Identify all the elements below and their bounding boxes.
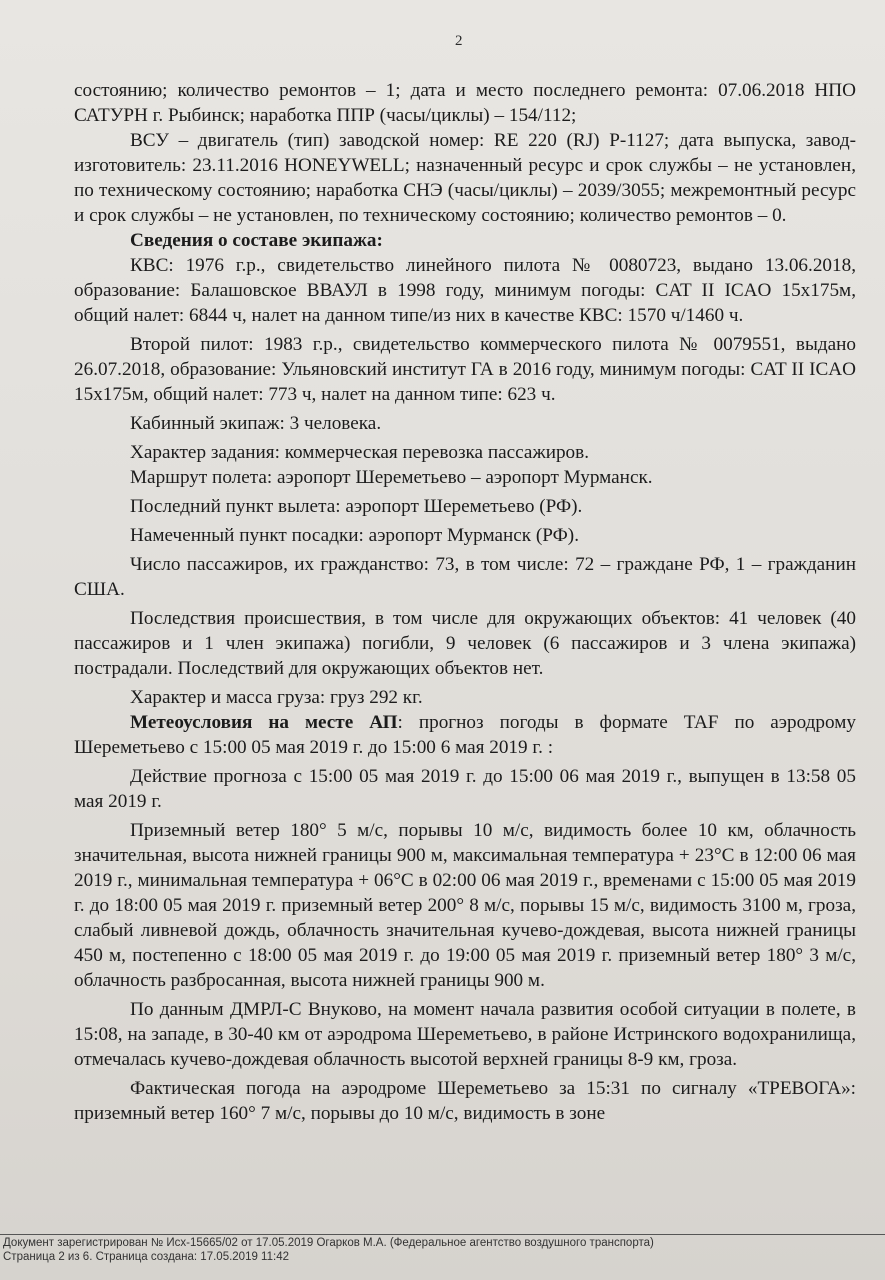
footer xyxy=(3,1236,863,1264)
paragraph: КВС: 1976 г.р., свидетельство линейного пилота № 0080723, выдано 13.06.2018, образование: Балашовское ВВАУЛ в 1998 году, минимум погоды: CAT II ICAO 15х175м, общий налет: 6844 ч, налет на данном типе/из них в качестве КВС: 1570 ч/1460 ч. xyxy=(74,255,856,326)
page-number: 2 xyxy=(455,33,463,49)
document-body xyxy=(74,78,856,1126)
paragraph: Второй пилот: 1983 г.р., свидетельство коммерческого пилота № 0079551, выдано 26.07.2018, образование: Ульяновский институт ГА в 2016 году, минимум погоды: CAT II ICAO 15х175м, общий налет: 773 ч, налет на данном типе: 623 ч. xyxy=(74,334,856,405)
paragraph: Характер задания: коммерческая перевозка пассажиров. xyxy=(130,442,590,463)
section-heading-crew: Сведения о составе экипажа: xyxy=(130,230,383,251)
paragraph: Кабинный экипаж: 3 человека. xyxy=(130,413,382,434)
paragraph-weather-heading xyxy=(74,710,856,760)
paragraph: Фактическая погода на аэродроме Шереметьево за 15:31 по сигналу «ТРЕВОГА»: приземный ветер 160° 7 м/с, порывы до 10 м/с, видимость в зоне xyxy=(74,1078,856,1124)
paragraph: состоянию; количество ремонтов – 1; дата и место последнего ремонта: 07.06.2018 НПО САТУРН г. Рыбинск; наработка ППР (часы/циклы) – 154/112; xyxy=(74,80,856,126)
footer-registration: Документ зарегистрирован № Исх-15665/02 от 17.05.2019 Огарков М.А. (Федеральное агентство воздушного транспорта) xyxy=(3,1237,654,1249)
section-heading-weather: Метеоусловия на месте АП xyxy=(130,712,398,733)
footer-page-info: Страница 2 из 6. Страница создана: 17.05.2019 11:42 xyxy=(3,1251,289,1263)
paragraph: Приземный ветер 180° 5 м/с, порывы 10 м/с, видимость более 10 км, облачность значительная, высота нижней границы 900 м, максимальная температура + 23°С в 12:00 06 мая 2019 г., минимальная температура + 06°С в 02:00 06 мая 2019 г., временами с 15:00 05 мая 2019 г. до 18:00 05 мая 2019 г. приземный ветер 200° 8 м/с, порывы 15 м/с, видимость 3100 м, гроза, слабый ливневой дождь, облачность значительная кучево-дождевая, высота нижней границы 450 м, постепенно с 18:00 05 мая 2019 г. до 19:00 05 мая 2019 г. приземный ветер 180° 3 м/с, облачность разбросанная, высота нижней границы 900 м. xyxy=(74,820,856,991)
paragraph: Последствия происшествия, в том числе для окружающих объектов: 41 человек (40 пассажиров и 1 член экипажа) погибли, 9 человек (6 пассажиров и 3 члена экипажа) пострадали. Последствий для окружающих объектов нет. xyxy=(74,608,856,679)
paragraph: Маршрут полета: аэропорт Шереметьево – аэропорт Мурманск. xyxy=(130,467,653,488)
paragraph: Действие прогноза с 15:00 05 мая 2019 г. до 15:00 06 мая 2019 г., выпущен в 13:58 05 мая 2019 г. xyxy=(74,766,856,812)
paragraph: Характер и масса груза: груз 292 кг. xyxy=(130,687,423,708)
paragraph: Последний пункт вылета: аэропорт Шереметьево (РФ). xyxy=(130,496,583,517)
paragraph-text: : прогноз погоды в формате TAF по аэродрому Шереметьево с 15:00 05 мая 2019 г. до 15:00 6 мая 2019 г. : xyxy=(74,712,856,758)
paragraph: По данным ДМРЛ-С Внуково, на момент начала развития особой ситуации в полете, в 15:08, на западе, в 30-40 км от аэродрома Шереметьево, в районе Истринского водохранилища, отмечалась кучево-дождевая облачность высотой верхней границы 8-9 км, гроза. xyxy=(74,999,856,1070)
paragraph: Число пассажиров, их гражданство: 73, в том числе: 72 – граждане РФ, 1 – гражданин США. xyxy=(74,554,856,600)
footer-divider xyxy=(0,1234,885,1235)
paragraph: ВСУ – двигатель (тип) заводской номер: RE 220 (RJ) P-1127; дата выпуска, завод-изготовитель: 23.11.2016 HONEYWELL; назначенный ресурс и срок службы – не установлен, по техническому состоянию; наработка СНЭ (часы/циклы) – 2039/3055; межремонтный ресурс и срок службы – не установлен, по техническому состоянию; количество ремонтов – 0. xyxy=(74,130,856,226)
paragraph: Намеченный пункт посадки: аэропорт Мурманск (РФ). xyxy=(130,525,579,546)
